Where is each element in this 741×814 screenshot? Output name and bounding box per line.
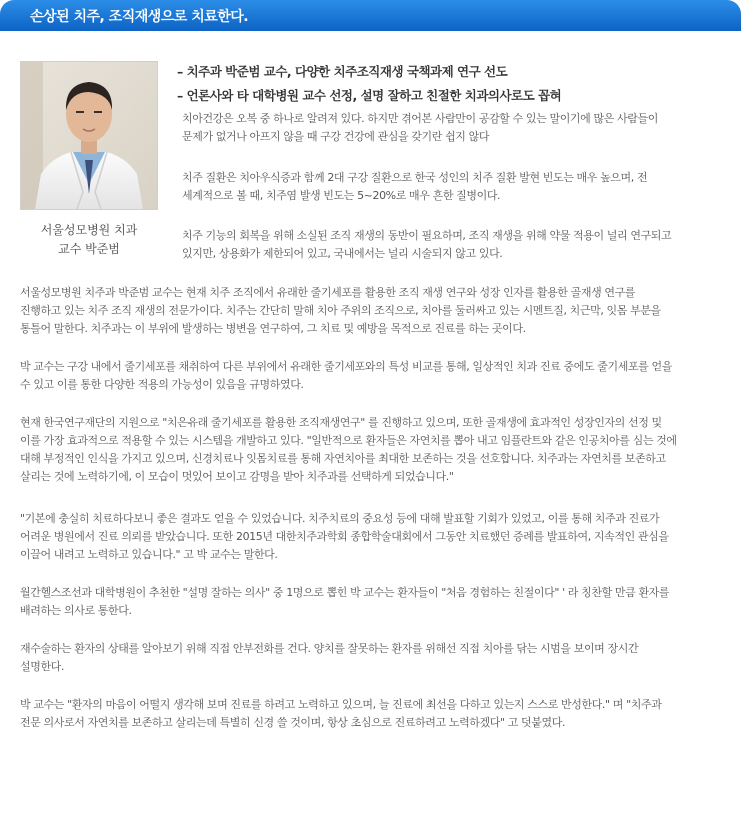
profile-caption-name: 교수 박준범 [58, 242, 120, 256]
professor-photo [20, 61, 158, 210]
text-line: 이끌어 내려고 노력하고 있습니다." 고 박 교수는 말한다. [20, 548, 278, 561]
text-line: 박 교수는 "환자의 마음이 어떨지 생각해 보며 진료를 하려고 노력하고 있으며, 늘 진료에 최선을 다하고 있는지 스스로 반성한다." 며 "치주과 [20, 698, 662, 711]
text-line: 진행하고 있는 치주 조직 재생의 전문가이다. 치주는 간단히 말해 치아 주위의 조직으로, 치아를 둘러싸고 있는 시멘트질, 치근막, 잇몸 부분을 [20, 304, 661, 317]
text-line: 박 교수는 구강 내에서 줄기세포를 채취하여 다른 부위에서 유래한 줄기세포와의 특성 비교를 통해, 일상적인 치과 진료 중에도 줄기세포를 얻을 [20, 360, 672, 373]
text-line: 치아건강은 오복 중 하나로 알려져 있다. 하지만 겪어본 사람만이 공감할 수 있는 말이기에 많은 사람들이 [182, 112, 658, 125]
text-line: 치주 질환은 치아우식증과 함께 2대 구강 질환으로 한국 성인의 치주 질환 발현 빈도는 매우 높으며, 전 [182, 171, 648, 184]
body-paragraph [20, 284, 721, 338]
text-line: 문제가 없거나 아프지 않을 때 구강 건강에 관심을 갖기란 쉽지 않다 [182, 130, 490, 143]
body-paragraph [20, 510, 721, 564]
intro-paragraph [182, 110, 723, 146]
body-paragraph [20, 414, 721, 486]
text-line: 어려운 병원에서 진료 의뢰를 받았습니다. 또한 2015년 대한치주과학회 종합학술대회에서 그동안 치료했던 증례를 발표하여, 지속적인 관심을 [20, 530, 669, 543]
text-line: 있지만, 상용화가 제한되어 있고, 국내에서는 널리 시술되지 않고 있다. [182, 247, 503, 260]
intro-paragraph [182, 227, 723, 263]
text-line: 대해 부정적인 인식을 가지고 있으며, 신경치료나 잇몸치료를 통해 자연치아를 최대한 보존하는 것을 선호합니다. 치주과는 자연치를 보존하고 [20, 452, 666, 465]
body-paragraph [20, 358, 721, 394]
profile-caption-hospital: 서울성모병원 치과 [40, 223, 138, 237]
text-line: 월간헬스조선과 대학병원이 추천한 "설명 잘하는 의사" 중 1명으로 뽑힌 박 교수는 환자들이 "처음 경험하는 친절이다" ' 라 칭찬할 만큼 환자를 [20, 586, 670, 599]
text-line: 배려하는 의사로 통한다. [20, 604, 132, 617]
text-line: 수 있고 이를 통한 다양한 적용의 가능성이 있음을 규명하였다. [20, 378, 304, 391]
body-paragraph [20, 696, 721, 732]
portrait-image [21, 62, 157, 209]
text-line: 재수술하는 환자의 상태를 알아보기 위해 직접 안부전화를 건다. 양치를 잘못하는 환자를 위해선 직접 치아를 닦는 시범을 보이며 장시간 [20, 642, 639, 655]
highlight-2: – 언론사와 타 대학병원 교수 선정, 설명 잘하고 친절한 치과의사로도 꼽혀 [177, 88, 562, 103]
text-line: 현재 한국연구재단의 지원으로 "치은유래 줄기세포를 활용한 조직재생연구" 를 진행하고 있으며, 또한 골재생에 효과적인 성장인자의 선정 및 [20, 416, 662, 429]
article-title: 손상된 치주, 조직재생으로 치료한다. [30, 9, 249, 25]
body-paragraph [20, 640, 721, 676]
highlight-1: – 치주과 박준범 교수, 다양한 치주조직재생 국책과제 연구 선도 [177, 64, 508, 79]
title-bar [0, 0, 741, 31]
text-line: 설명한다. [20, 660, 65, 673]
text-line: 서울성모병원 치주과 박준범 교수는 현재 치주 조직에서 유래한 줄기세포를 활용한 조직 재생 연구와 성장 인자를 활용한 골재생 연구를 [20, 286, 636, 299]
text-line: 치주 기능의 회복을 위해 소실된 조직 재생의 동반이 필요하며, 조직 재생을 위해 약물 적용이 널리 연구되고 [182, 229, 672, 242]
body-paragraph [20, 584, 721, 620]
text-line: 전문 의사로서 자연치를 보존하고 살리는데 특별히 신경 쓸 것이며, 항상 초심으로 진료하려고 노력하겠다" 고 덧붙였다. [20, 716, 566, 729]
text-line: "기본에 충실히 치료하다보니 좋은 결과도 얻을 수 있었습니다. 치주치료의 중요성 등에 대해 발표할 기회가 있었고, 이를 통해 치주과 진료가 [20, 512, 660, 525]
text-line: 통틀어 말한다. 치주과는 이 부위에 발생하는 병변을 연구하여, 그 치료 및 예방을 목적으로 진료를 하는 곳이다. [20, 322, 526, 335]
text-line: 살리는 것에 노력하기에, 이 모습이 멋있어 보이고 감명을 받아 치주과를 선택하게 되었습니다." [20, 470, 454, 483]
intro-paragraph [182, 169, 723, 205]
text-line: 세계적으로 볼 때, 치주염 발생 빈도는 5~20%로 매우 흔한 질병이다. [182, 189, 501, 202]
text-line: 이를 가장 효과적으로 적용할 수 있는 시스템을 개발하고 있다. "일반적으로 환자들은 자연치를 뽑아 내고 임플란트와 같은 인공치아를 심는 것에 [20, 434, 677, 447]
